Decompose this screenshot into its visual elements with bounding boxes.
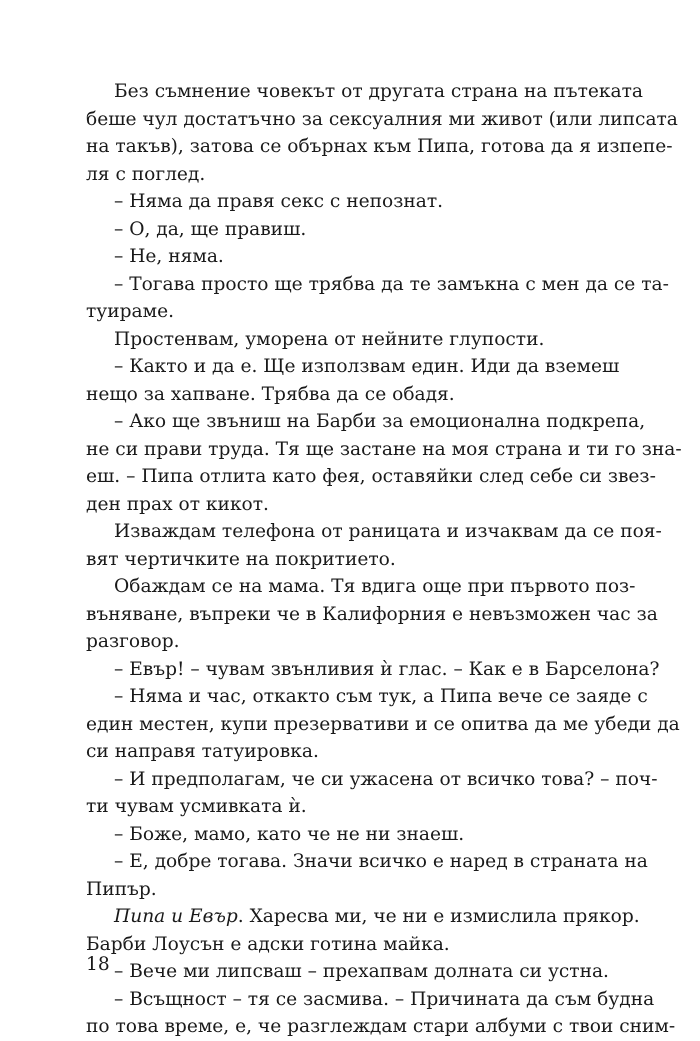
text-line: ля с поглед. bbox=[86, 163, 206, 185]
text-line: въняване, въпреки че в Калифорния е невъзможен час за bbox=[86, 603, 658, 625]
text-line: – Тогава просто ще трябва да те замъкна с мен да се та- bbox=[114, 273, 669, 295]
page-number: 18 bbox=[86, 954, 110, 975]
page-body-text bbox=[86, 78, 682, 1041]
text-line: – Всъщност – тя се засмива. – Причината да съм будна bbox=[114, 988, 655, 1010]
text-line: на такъв), затова се обърнах към Пипа, готова да я изпепе- bbox=[86, 136, 673, 157]
text-line: – Вече ми липсваш – прехапвам долната си устна. bbox=[114, 961, 609, 982]
text-line: – Няма и час, откакто съм тук, а Пипа вече се заяде с bbox=[114, 686, 648, 707]
text-line: – Евър! – чувам звънливия ѝ глас. – Как е в Барселона? bbox=[114, 658, 660, 680]
text-line: Без съмнение човекът от другата страна на пътеката bbox=[114, 81, 643, 102]
text-line: Изваждам телефона от раницата и изчаквам да се поя- bbox=[114, 521, 662, 542]
text-line: си направя татуировка. bbox=[86, 741, 319, 762]
text-line: по това време, е, че разглеждам стари албуми с твои сним- bbox=[86, 1016, 676, 1037]
text-line: един местен, купи презервативи и се опитва да ме убеди да bbox=[86, 713, 680, 735]
text-line: – Ако ще звъниш на Барби за емоционална подкрепа, bbox=[114, 411, 646, 432]
text-line: Обаждам се на мама. Тя вдига още при първото поз- bbox=[114, 576, 636, 597]
text-line: ден прах от кикот. bbox=[86, 493, 269, 515]
text-line: еш. – Пипа отлита като фея, оставяйки след себе си звез- bbox=[86, 466, 656, 487]
text-line: не си прави труда. Тя ще застане на моя страна и ти го зна- bbox=[86, 438, 682, 460]
text-line: ти чувам усмивката ѝ. bbox=[86, 796, 307, 817]
text-line: вят чертичките на покритието. bbox=[86, 548, 396, 570]
text-line: Пипър. bbox=[86, 878, 157, 900]
text-line: – И предполагам, че си ужасена от всичко това? – поч- bbox=[114, 768, 658, 790]
text-line: Барби Лоусън е адски готина майка. bbox=[86, 933, 450, 955]
text-line: – Боже, мамо, като че не ни знаеш. bbox=[114, 823, 465, 845]
text-line: нещо за хапване. Трябва да се обадя. bbox=[86, 383, 455, 405]
text-line: – Е, добре тогава. Значи всичко е наред в страната на bbox=[114, 851, 648, 872]
text-line: беше чул достатъчно за сексуалния ми живот (или липсата bbox=[86, 108, 678, 130]
text-line: – Както и да е. Ще използвам един. Иди да вземеш bbox=[114, 356, 620, 377]
text-line bbox=[86, 903, 640, 931]
text-line-rest: . Харесва ми, че ни е измислила прякор. bbox=[237, 906, 640, 927]
text-line: разговор. bbox=[86, 631, 180, 652]
text-line: – Не, няма. bbox=[114, 246, 224, 267]
text-line: – О, да, ще правиш. bbox=[114, 218, 307, 240]
text-line: туираме. bbox=[86, 301, 174, 322]
text-line: – Няма да правя секс с непознат. bbox=[114, 191, 444, 212]
text-line: Простенвам, уморена от нейните глупости. bbox=[114, 328, 545, 350]
italic-nickname: Пипа и Евър bbox=[114, 906, 238, 927]
